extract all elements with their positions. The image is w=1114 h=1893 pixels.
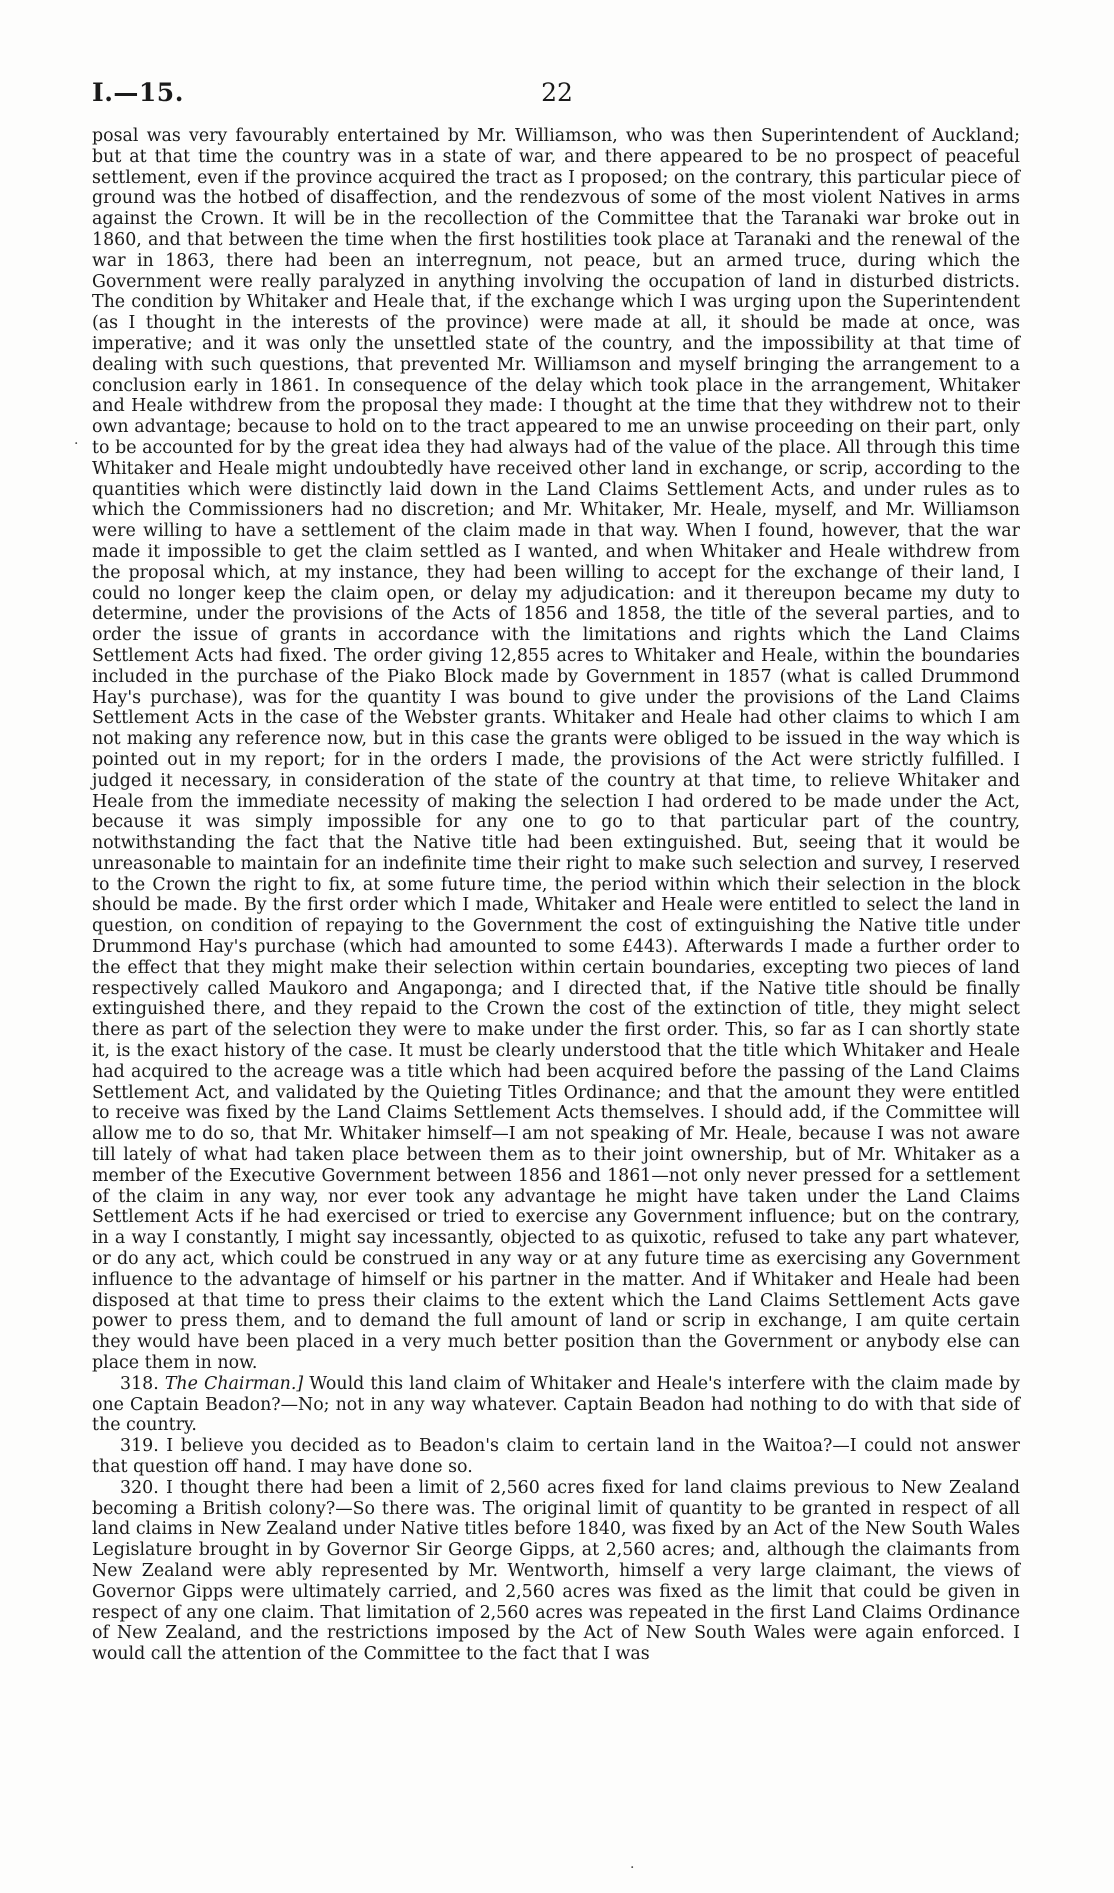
page-number: 22 [541,78,573,107]
question-number: 319. [120,1436,159,1457]
question-paragraph-318 [92,1374,1020,1436]
paragraph-continuation [92,126,1020,1374]
paragraph-text: posal was very favourably entertained by Mr. Williamson, who was then Superintendent of Auckland; but at that time the country was in a state of war, and there appeared to be no prospect of peaceful settlement, even if the province acquired the tract as I proposed; on the contrary, this particular piece of ground was the hotbed of disaffection, and the rendezvous of some of the most violent Natives in arms against the Crown. It will be in the recollection of the Committee that the Taranaki war broke out in 1860, and that between the time when the first hostilities took place at Taranaki and the renewal of the war in 1863, there had been an interregnum, not peace, but an armed truce, during which the Government were really paralyzed in anything involving the occupation of land in disturbed districts. The condition by Whitaker and Heale that, if the exchange which I was urging upon the Superintendent (as I thought in the interests of the province) were made at all, it should be made at once, was imperative; and it was only the unsettled state of the country, and the impossibility at that time of dealing with such questions, that prevented Mr. Williamson and myself bringing the arrangement to a conclusion early in 1861. In consequence of the delay which took place in the arrangement, Whitaker and Heale withdrew from the proposal they made: I thought at the time that they withdrew not to their own advantage; because to hold on to the tract appeared to me an unwise proceeding on their part, only to be accounted for by the great idea they had always had of the value of the place. All through this time Whitaker and Heale might undoubtedly have received other land in exchange, or scrip, according to the quantities which were distinctly laid down in the Land Claims Settlement Acts, and under rules as to which the Commissioners had no discretion; and Mr. Whitaker, Mr. Heale, myself, and Mr. Williamson were willing to have a settlement of the claim made in that way. When I found, however, that the war made it impossible to get the claim settled as I wanted, and when Whitaker and Heale withdrew from the proposal which, at my instance, they had been willing to accept for the exchange of their land, I could no longer keep the claim open, or delay my adjudication: and it thereupon became my duty to determine, under the provisions of the Acts of 1856 and 1858, the title of the several parties, and to order the issue of grants in accordance with the limitations and rights which the Land Claims Settlement Acts had fixed. The order giving 12,855 acres to Whitaker and Heale, within the boundaries included in the purchase of the Piako Block made by Government in 1857 (what is called Drummond Hay's purchase), was for the quantity I was bound to give under the provisions of the Land Claims Settlement Acts in the case of the Webster grants. Whitaker and Heale had other claims to which I am not making any reference now, but in this case the grants were obliged to be issued in the way which is pointed out in my report; for in the orders I made, the provisions of the Act were strictly fulfilled. I judged it necessary, in consideration of the state of the country at that time, to relieve Whitaker and Heale from the immediate necessity of making the selection I had ordered to be made under the Act, because it was simply impossible for any one to go to that particular part of the country, notwithstanding the fact that the Native title had been extinguished. But, seeing that it would be unreasonable to maintain for an indefinite time their right to make such selection and survey, I reserved to the Crown the right to fix, at some future time, the period within which their selection in the block should be made. By the first order which I made, Whitaker and Heale were entitled to select the land in question, on condition of repaying to the Government the cost of extinguishing the Native title under Drummond Hay's purchase (which had amounted to some £443). Afterwards I made a further order to the effect that they might make their selection within certain boundaries, excepting two pieces of land respectively called Maukoro and Angaponga; and I directed that, if the Native title should be finally extinguished there, and they repaid to the Crown the cost of the extinction of title, they might select there as part of the selection they were to make under the first order. This, so far as I can shortly state it, is the exact history of the case. It must be clearly understood that the title which Whitaker and Heale had acquired to the acreage was a title which had been acquired before the passing of the Land Claims Settlement Act, and validated by the Quieting Titles Ordinance; and that the amount they were entitled to receive was fixed by the Land Claims Settlement Acts themselves. I should add, if the Committee will allow me to do so, that Mr. Whitaker himself—I am not speaking of Mr. Heale, because I was not aware till lately of what had taken place between them as to their joint ownership, but of Mr. Whitaker as a member of the Executive Government between 1856 and 1861—not only never pressed for a settlement of the claim in any way, nor ever took any advantage he might have taken under the Land Claims Settlement Acts if he had exercised or tried to exercise any Government influence; but on the contrary, in a way I constantly, I might say incessantly, objected to as quixotic, refused to take any part whatever, or do any act, which could be construed in any way or at any future time as exercising any Government influence to the advantage of himself or his partner in the matter. And if Whitaker and Heale had been disposed at that time to press their claims to the extent which the Land Claims Settlement Acts gave power to press them, and to demand the full amount of land or scrip in exchange, I am quite certain they would have been placed in a very much better position than the Government or anybody else can place them in now. [92,126,1020,1374]
speaker-label: The Chairman.] [164,1373,304,1394]
page-header [92,78,1022,112]
question-paragraph-319 [92,1436,1020,1478]
question-paragraph-320 [92,1478,1020,1665]
page-body [92,126,1020,1665]
margin-mark: · [74,436,79,452]
paragraph-text: I thought there had been a limit of 2,560 acres fixed for land claims previous to New Zealand becoming a British colony?—So there was. The original limit of quantity to be granted in respect of all land claims in New Zealand under Native titles before 1840, was fixed by an Act of the New South Wales Legislature brought in by Governor Sir George Gipps, at 2,560 acres; and, although the claimants from New Zealand were ably represented by Mr. Wentworth, himself a very large claimant, the views of Governor Gipps were ultimately carried, and 2,560 acres was fixed as the limit that could be given in respect of any one claim. That limitation of 2,560 acres was repeated in the first Land Claims Ordinance of New Zealand, and the restrictions imposed by the Act of New South Wales were again enforced. I would call the attention of the Committee to the fact that I was [92,1477,1020,1665]
paragraph-text: Would this land claim of Whitaker and Heale's interfere with the claim made by one Captain Beadon?—No; not in any way whatever. Captain Beadon had nothing to do with that side of the country. [92,1373,1021,1436]
question-number: 320. [120,1477,159,1498]
print-speck: · [630,1860,635,1876]
paragraph-text: I believe you decided as to Beadon's claim to certain land in the Waitoa?—I could not answer that question off hand. I may have done so. [92,1436,1020,1477]
question-number: 318. [120,1373,159,1394]
paper-reference: I.—15. [92,78,184,107]
